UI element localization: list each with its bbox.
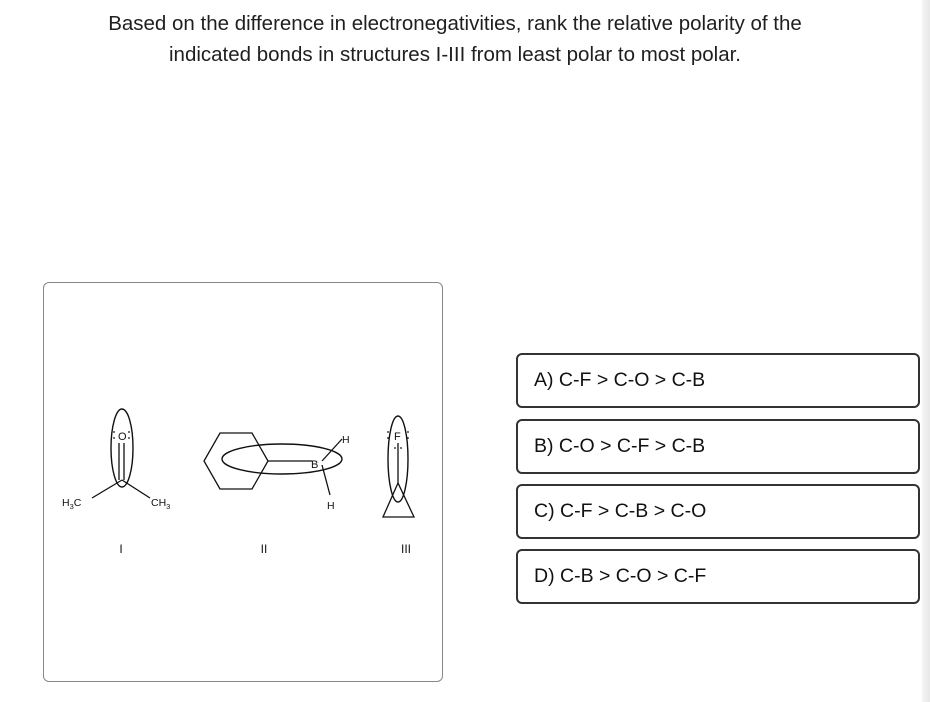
answer-option-b[interactable] xyxy=(516,419,920,474)
structure-label-i: I xyxy=(119,542,123,556)
boron-label: B xyxy=(311,459,319,471)
answer-option-c-label: C) C-F > C-B > C-O xyxy=(534,500,707,522)
answer-option-c[interactable] xyxy=(516,484,920,539)
answer-option-b-label: B) C-O > C-F > C-B xyxy=(534,435,706,457)
structure-label-ii: II xyxy=(260,542,268,556)
question-line-2: indicated bonds in structures I-III from least polar to most polar. xyxy=(169,43,741,66)
answer-option-d-label: D) C-B > C-O > C-F xyxy=(534,565,707,587)
structure-ii xyxy=(204,433,342,495)
answer-option-d[interactable] xyxy=(516,549,920,604)
structures-diagram xyxy=(44,283,442,681)
structure-label-iii: III xyxy=(400,542,412,556)
bond-highlight-ellipse-i xyxy=(111,409,133,487)
structures-figure xyxy=(43,282,443,682)
answer-option-a[interactable] xyxy=(516,353,920,408)
h3c-label: $H_3C$ xyxy=(62,497,82,511)
scrollbar-track[interactable] xyxy=(922,0,930,702)
question-line-1: Based on the difference in electronegativities, rank the relative polarity of the xyxy=(108,12,802,35)
hydrogen-top-label: H xyxy=(342,434,350,446)
structure-i xyxy=(92,409,150,498)
answer-option-a-label: A) C-F > C-O > C-B xyxy=(534,369,706,391)
hydrogen-bottom-label: H xyxy=(327,500,335,512)
oxygen-label: O xyxy=(118,431,127,443)
fluorine-label: F xyxy=(394,431,401,443)
ch3-label: $CH_3$ xyxy=(151,497,171,511)
question-text xyxy=(40,8,870,70)
